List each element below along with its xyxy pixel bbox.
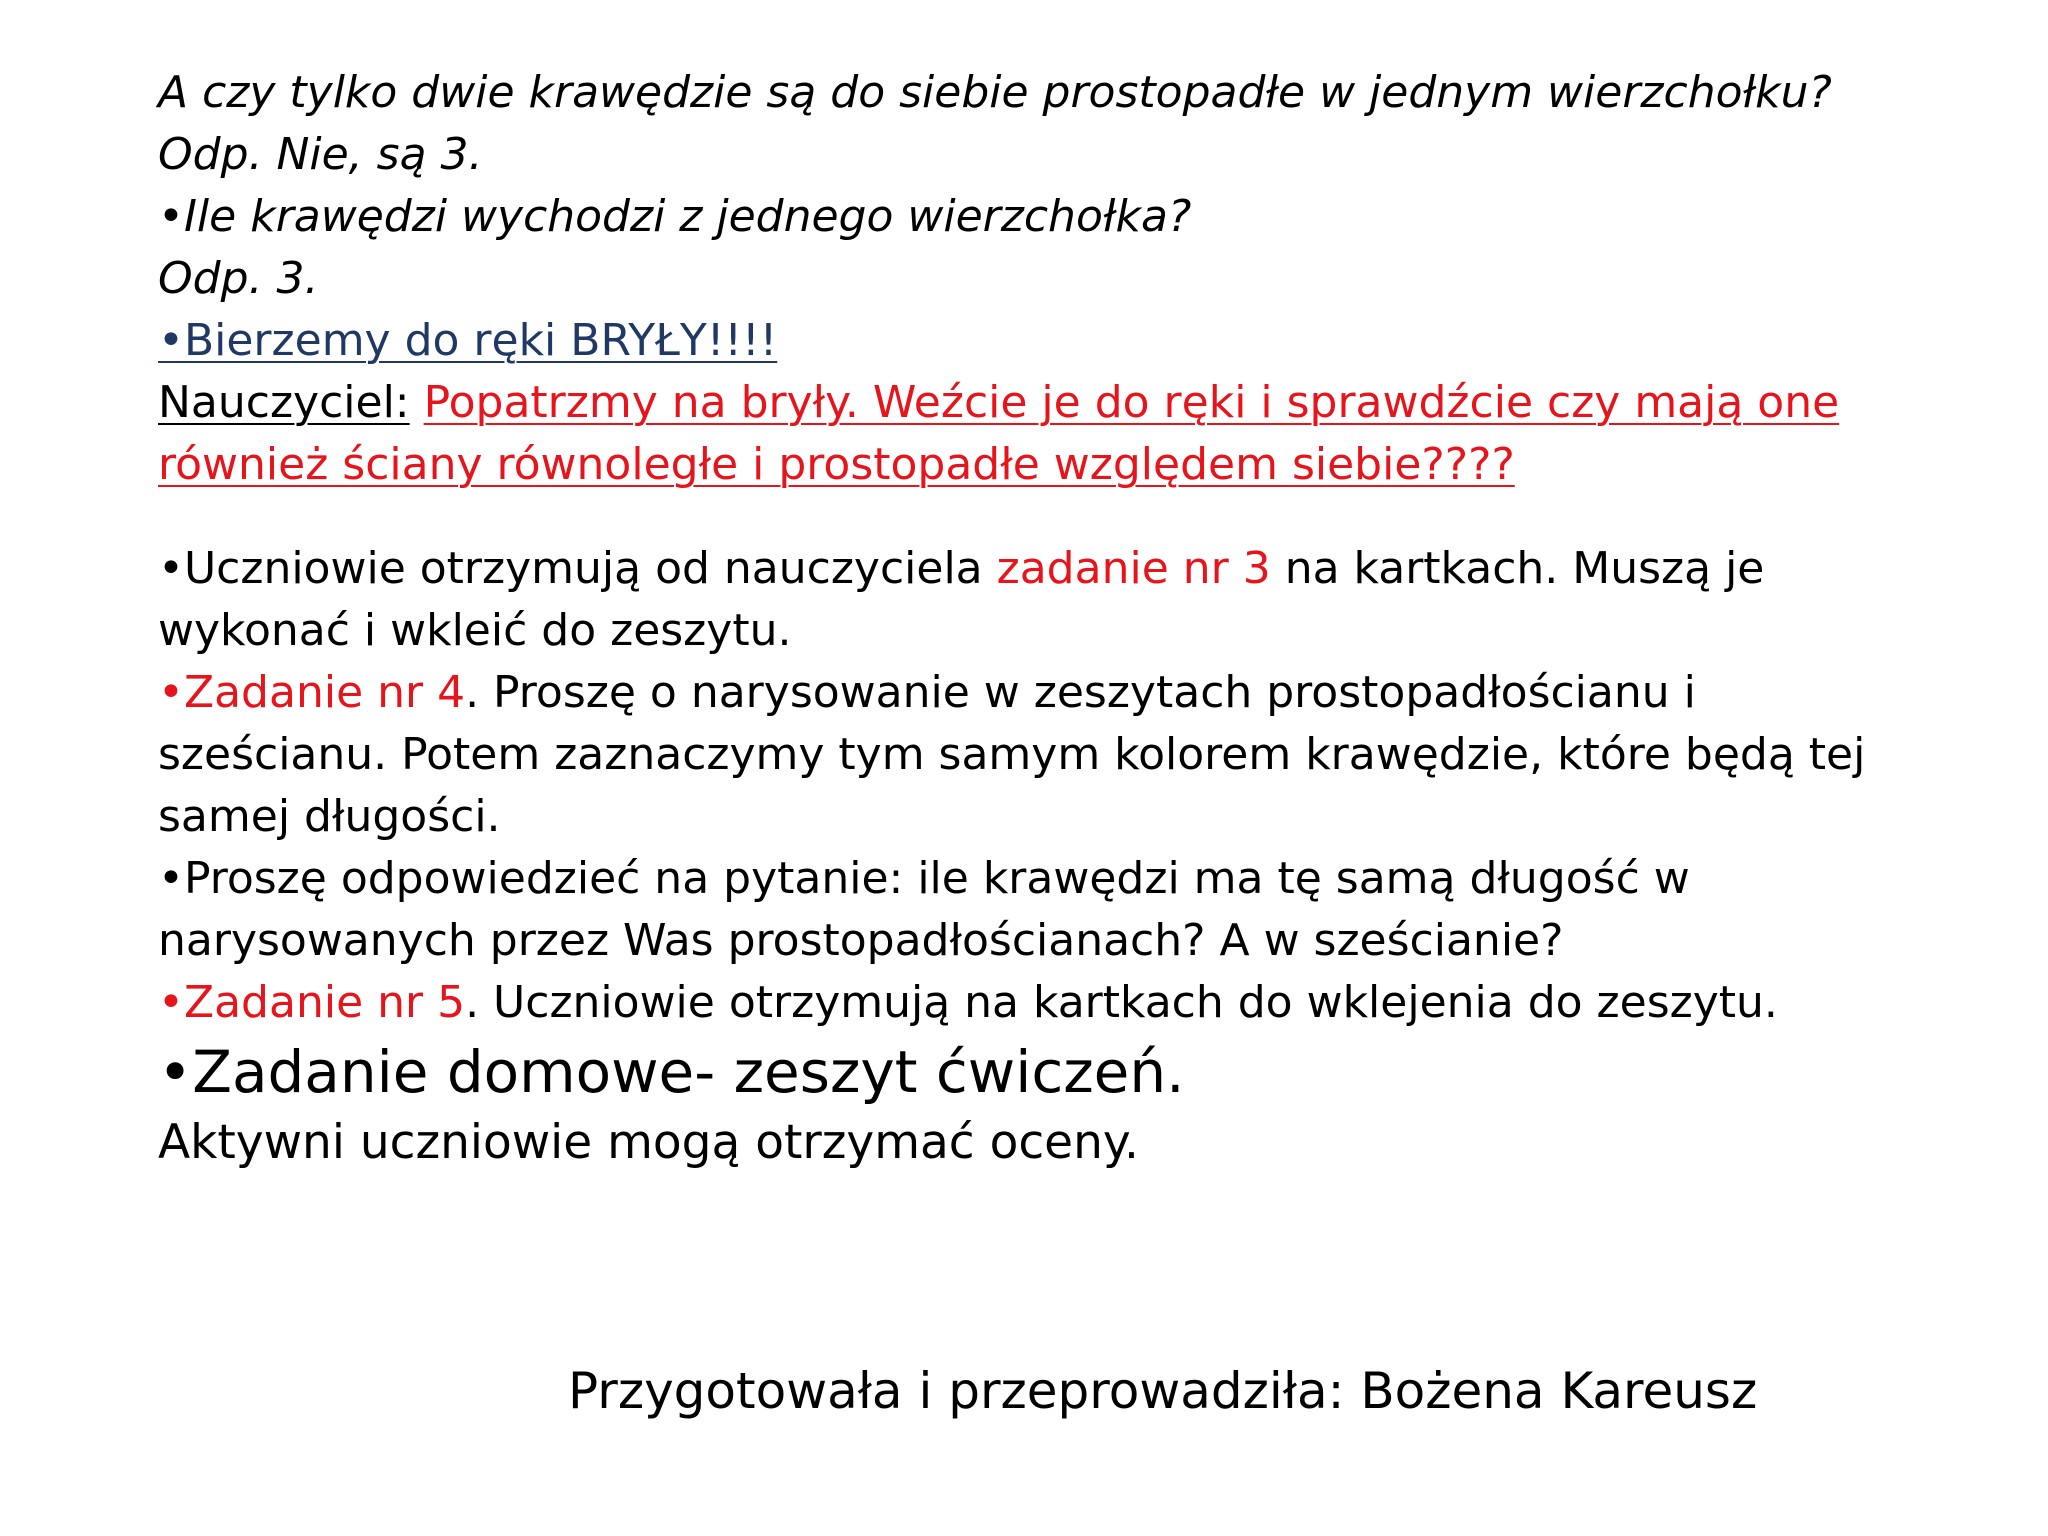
homework-line: •Zadanie domowe- zeszyt ćwiczeń. bbox=[158, 1038, 1185, 1106]
task3-line-2: wykonać i wkleić do zeszytu. bbox=[158, 605, 792, 656]
active-students-line: Aktywni uczniowie mogą otrzymać oceny. bbox=[158, 1115, 1139, 1170]
task4-text: . Proszę o narysowanie w zeszytach prostopadłościanu i bbox=[465, 667, 1696, 718]
task4-label: •Zadanie nr 4 bbox=[158, 667, 466, 718]
task5-text: . Uczniowie otrzymują na kartkach do wklejenia do zeszytu. bbox=[465, 977, 1778, 1028]
task5-label: •Zadanie nr 5 bbox=[158, 977, 466, 1028]
teacher-line-1 bbox=[158, 372, 2018, 434]
task3-rest: na kartkach. Muszą je bbox=[1270, 543, 1765, 594]
task4-line-3: samej długości. bbox=[158, 791, 501, 842]
question-perpendicular-edges: A czy tylko dwie krawędzie są do siebie prostopadłe w jednym wierzchołku? bbox=[158, 67, 1832, 118]
take-solids-text: •Bierzemy do ręki BRYŁY!!!! bbox=[158, 315, 778, 366]
teacher-line-2 bbox=[158, 434, 2018, 496]
take-solids-line bbox=[158, 310, 2018, 372]
author-footer: Przygotowała i przeprowadziła: Bożena Kareusz bbox=[568, 1362, 1758, 1420]
answer-perpendicular-edges: Odp. Nie, są 3. bbox=[158, 129, 483, 180]
task3-label: zadanie nr 3 bbox=[996, 543, 1271, 594]
task3-intro: •Uczniowie otrzymują od nauczyciela bbox=[158, 543, 997, 594]
slide-content bbox=[158, 62, 2018, 1176]
task5-line bbox=[158, 972, 2018, 1034]
question-same-length-2: narysowanych przez Was prostopadłościanach? A w sześcianie? bbox=[158, 915, 1564, 966]
task3-line-1 bbox=[158, 538, 2018, 600]
spacer bbox=[158, 496, 2018, 538]
teacher-label: Nauczyciel: bbox=[158, 377, 410, 428]
answer-edges-from-vertex: Odp. 3. bbox=[158, 253, 319, 304]
teacher-instruction-2: również ściany równoległe i prostopadłe względem siebie???? bbox=[158, 439, 1515, 490]
question-same-length-1: •Proszę odpowiedzieć na pytanie: ile krawędzi ma tę samą długość w bbox=[158, 853, 1690, 904]
task4-line-2: sześcianu. Potem zaznaczymy tym samym kolorem krawędzie, które będą tej bbox=[158, 729, 1866, 780]
question-edges-from-vertex: •Ile krawędzi wychodzi z jednego wierzchołka? bbox=[158, 191, 1192, 242]
teacher-instruction-1: Popatrzmy na bryły. Weźcie je do ręki i sprawdźcie czy mają one bbox=[423, 377, 1840, 428]
task4-line-1 bbox=[158, 662, 2018, 724]
